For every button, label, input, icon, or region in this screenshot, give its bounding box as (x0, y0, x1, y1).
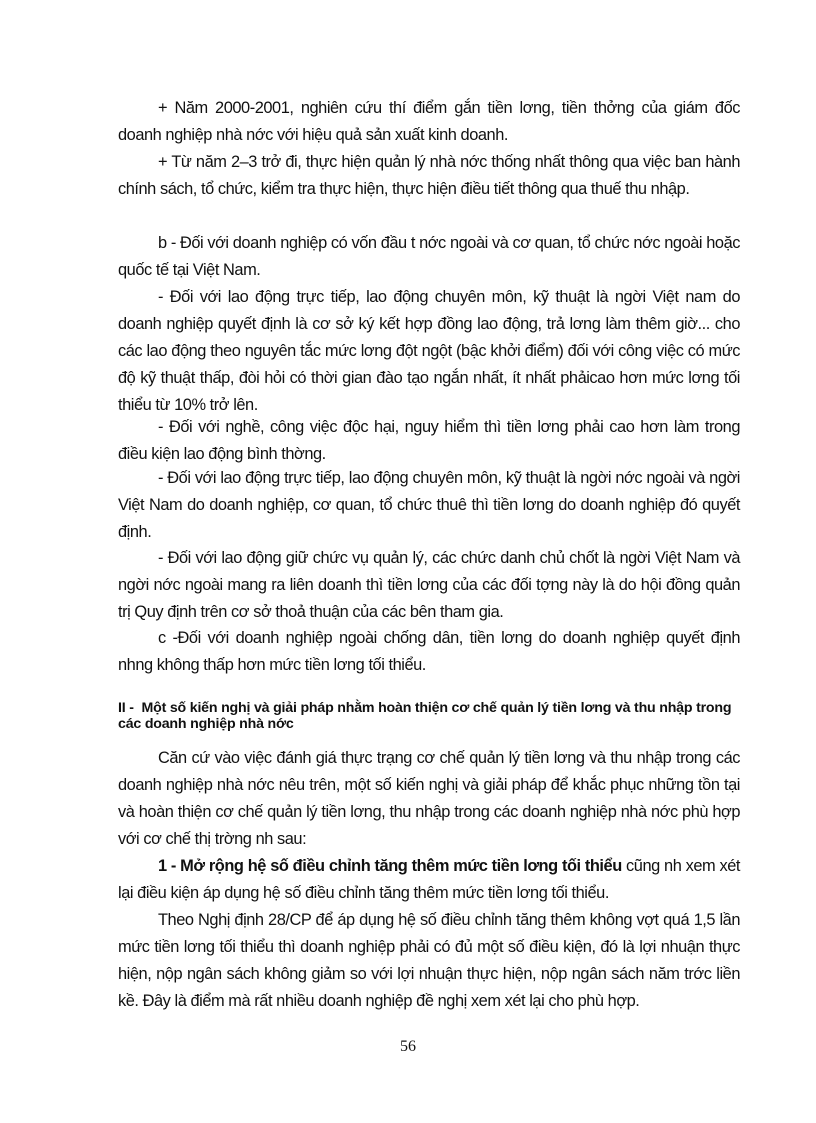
paragraph-3: b - Đối với doanh nghiệp có vốn đầu t nớc ngoài và cơ quan, tổ chức nớc ngoài hoặc quốc tế tại Việt Nam. (118, 234, 740, 279)
paragraph-5: - Đối với nghề, công việc độc hại, nguy hiểm thì tiền lơng phải cao hơn làm trong điều kiện lao động bình thờng. (118, 418, 740, 463)
paragraph-2: + Từ năm 2–3 trở đi, thực hiện quản lý nhà nớc thống nhất thông qua việc ban hành chính sách, tổ chức, kiểm tra thực hiện, thực hiện điều tiết thông qua thuế thu nhập. (118, 153, 740, 198)
paragraph-6: - Đối với lao động trực tiếp, lao động chuyên môn, kỹ thuật là ngời nớc ngoài và ngời Việt Nam do doanh nghiệp, cơ quan, tổ chức thuê thì tiền lơng do doanh nghiệp đó quyết định. (118, 469, 740, 541)
section-heading (118, 700, 742, 732)
paragraph-7: - Đối với lao động giữ chức vụ quản lý, các chức danh chủ chốt là ngời Việt Nam và ngời nớc ngoài mang ra liên doanh thì tiền lơng của các đối tợng này là do hội đồng quản trị Quy định trên cơ sở thoả thuận của các bên tham gia. (118, 549, 740, 621)
recommendation-text: cũng nh xem xét lại điều kiện áp dụng hệ số điều chỉnh tăng thêm mức tiền lơng tối thiểu. (118, 857, 741, 902)
paragraph-10 (118, 853, 740, 907)
page-number: 56 (400, 1038, 416, 1055)
recommendation-title: 1 - Mở rộng hệ số điều chỉnh tăng thêm mức tiền lơng tối thiểu (158, 857, 622, 875)
paragraph-1: + Năm 2000-2001, nghiên cứu thí điểm gắn tiền lơng, tiền thởng của giám đốc doanh nghiệp nhà nớc với hiệu quả sản xuất kinh doanh. (118, 99, 740, 144)
section-title: Một số kiến nghị và giải pháp nhằm hoàn thiện cơ chế quản lý tiền lơng và thu nhập trong các doanh nghiệp nhà nớc (118, 700, 732, 732)
paragraph-11: Theo Nghị định 28/CP để áp dụng hệ số điều chỉnh tăng thêm không vợt quá 1,5 lần mức tiền lơng tối thiểu thì doanh nghiệp phải có đủ một số điều kiện, đó là lợi nhuận thực hiện, nộp ngân sách không giảm so với lợi nhuận thực hiện, nộp ngân sách năm trớc liền kề. Đây là điểm mà rất nhiều doanh nghiệp đề nghị xem xét lại cho phù hợp. (118, 911, 740, 1010)
paragraph-8: c -Đối với doanh nghiệp ngoài chống dân, tiền lơng do doanh nghiệp quyết định nhng không thấp hơn mức tiền lơng tối thiểu. (118, 629, 740, 674)
paragraph-9: Căn cứ vào việc đánh giá thực trạng cơ chế quản lý tiền lơng và thu nhập trong các doanh nghiệp nhà nớc nêu trên, một số kiến nghị và giải pháp để khắc phục những tồn tại và hoàn thiện cơ chế quản lý tiền lơng, thu nhập trong các doanh nghiệp nhà nớc phù hợp với cơ chế thị trờng nh sau: (118, 749, 740, 848)
paragraph-4: - Đối với lao động trực tiếp, lao động chuyên môn, kỹ thuật là ngời Việt nam do doanh nghiệp quyết định là cơ sở ký kết hợp đồng lao động, trả lơng làm thêm giờ... cho các lao động theo nguyên tắc mức lơng đột ngột (bậc khởi điểm) đối với công việc có mức độ kỹ thuật thấp, đòi hỏi có thời gian đào tạo ngắn nhất, ít nhất phảicao hơn mức lơng tối thiểu từ 10% trở lên. (118, 288, 740, 414)
section-number: II - (118, 700, 134, 716)
